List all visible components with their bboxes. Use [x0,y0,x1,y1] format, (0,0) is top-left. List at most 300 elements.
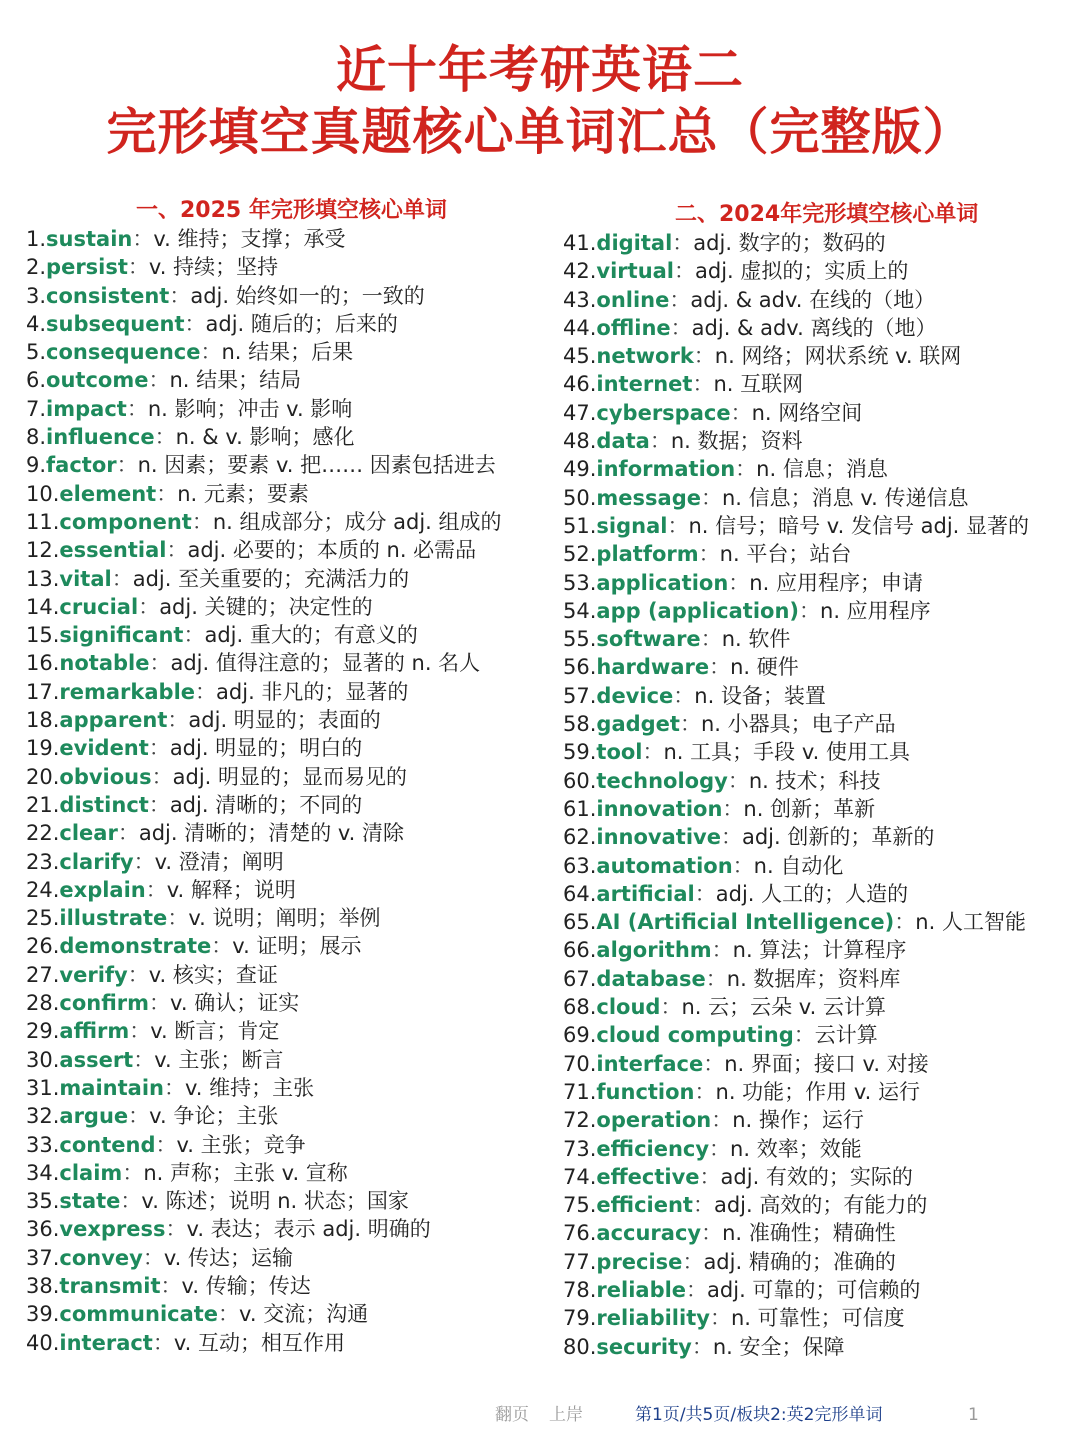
entry-word: virtual [596,259,675,284]
entry-word: function [596,1079,695,1104]
entry-word: cloud [596,995,661,1020]
entry-number: 3. [26,283,47,308]
entry-definition: n. 因素；要素 v. 把…… 因素包括进去 [137,453,496,478]
entry-word: online [596,287,670,312]
entry-separator: ： [793,1023,815,1048]
entry-separator: ： [705,966,727,991]
entry-definition: n. 界面；接口 v. 对接 [724,1051,929,1076]
entry-number: 44. [563,315,597,340]
entry-separator: ： [730,400,752,425]
entry-definition: n. 自动化 [753,853,844,878]
vocab-entry [26,678,546,706]
entry-definition: n. 创新；革新 [743,796,876,821]
entry-word: remarkable [59,679,196,704]
vocab-entry [563,229,1078,257]
entry-number: 22. [26,821,60,846]
entry-word: persist [46,255,128,280]
entry-number: 54. [563,598,597,623]
entry-separator: ： [674,259,696,284]
entry-separator: ： [127,255,149,280]
entry-word: confirm [59,991,150,1016]
vocab-entry [26,480,546,508]
page-title-line-1: 近十年考研英语二 [336,41,744,99]
entry-separator: ： [200,340,222,365]
entry-definition: n. 信息；消息 [756,457,888,482]
entry-number: 20. [26,764,60,789]
entry-number: 27. [26,962,60,987]
vocab-entry [563,427,1078,455]
entry-definition: n. 数据；资料 [670,429,803,454]
entry-number: 40. [26,1330,60,1355]
entry-separator: ： [701,1221,723,1246]
entry-separator: ： [711,938,733,963]
entry-definition: n. 声称；主张 v. 宣称 [143,1160,348,1185]
vocab-entry [26,621,546,649]
entry-number: 55. [563,627,597,652]
vocab-entry [563,653,1078,681]
vocab-entry [26,395,546,423]
entry-word: assert [59,1047,134,1072]
entry-separator: ： [167,906,189,931]
entry-definition: n. 影响；冲击 v. 影响 [147,396,353,421]
entry-separator: ： [149,651,171,676]
entry-separator: ： [711,1108,733,1133]
entry-word: obvious [59,764,152,789]
section-heading-2025: 一、2025 年完形填空核心单词 [136,198,447,223]
entry-number: 34. [26,1160,60,1185]
entry-word: reliability [596,1306,710,1331]
vocab-entry [26,253,546,281]
entry-separator: ： [148,736,170,761]
entry-number: 16. [26,651,60,676]
entry-separator: ： [169,283,191,308]
entry-number: 45. [563,344,597,369]
entry-separator: ： [155,1132,177,1157]
vocab-entry [563,1163,1078,1191]
vocab-entry [26,282,546,310]
entry-number: 24. [26,877,60,902]
left-column [26,196,546,1357]
entry-separator: ： [149,991,171,1016]
entry-number: 4. [26,311,47,336]
entry-word: cloud computing [596,1023,794,1048]
entry-definition: adj. & adv. 在线的（地） [690,287,936,312]
entry-separator: ： [195,679,217,704]
vocab-entry [26,1244,546,1272]
entry-word: explain [59,877,146,902]
entry-separator: ： [142,1245,164,1270]
vocab-entry [26,1329,546,1357]
entry-word: artificial [596,881,695,906]
entry-number: 47. [563,400,597,425]
vocab-entry [563,455,1078,483]
entry-word: demonstrate [59,934,212,959]
entry-separator: ： [700,627,722,652]
entry-word: interface [596,1051,704,1076]
entry-number: 65. [563,910,597,935]
entry-separator: ： [163,1075,185,1100]
entry-definition: adj. 高效的；有能力的 [713,1193,928,1218]
entry-separator: ： [669,287,691,312]
entry-definition: n. 信息；消息 v. 传递信息 [721,485,969,510]
entry-word: signal [596,513,668,538]
entry-number: 35. [26,1189,60,1214]
entry-number: 12. [26,538,60,563]
entry-definition: adj. 明显的；显而易见的 [172,764,408,789]
entry-definition: adj. 清晰的；不同的 [169,792,363,817]
entry-word: consistent [46,283,170,308]
entry-definition: n. 平台；站台 [719,542,852,567]
shore-link[interactable]: 上岸 [549,1405,583,1425]
entry-number: 69. [563,1023,597,1048]
entry-definition: adj. 数字的；数码的 [693,231,886,255]
entry-definition: v. 互动；相互作用 [173,1330,346,1355]
entry-separator: ： [679,712,701,737]
vocab-entry [563,1078,1078,1106]
entry-definition: n. 小器具；电子产品 [700,712,896,737]
entry-number: 60. [563,768,597,793]
entry-number: 41. [563,231,597,255]
entry-word: effective [596,1164,700,1189]
entry-word: innovative [596,825,721,850]
vocab-entry [563,880,1078,908]
entry-word: software [596,627,701,652]
vocab-entry [26,819,546,847]
vocab-entry [26,310,546,338]
entry-number: 52. [563,542,597,567]
entry-separator: ： [735,457,757,482]
entry-definition: n. 结果；后果 [221,340,354,365]
entry-definition: adj. 明显的；表面的 [188,708,381,733]
vocab-entry [26,1017,546,1045]
vocab-entry [563,370,1078,398]
entry-definition: v. 主张；竞争 [176,1132,306,1157]
entry-separator: ： [673,683,695,708]
entry-definition: n. 元素；要素 [177,481,309,506]
vocab-entry [563,286,1078,314]
entry-separator: ： [692,372,714,397]
entry-number: 26. [26,934,60,959]
entry-separator: ： [728,570,750,595]
entry-separator: ： [138,594,160,619]
entry-separator: ： [148,792,170,817]
entry-separator: ： [127,962,149,987]
entry-number: 21. [26,792,60,817]
entry-separator: ： [700,485,722,510]
entry-number: 62. [563,825,597,850]
entry-word: algorithm [596,938,712,963]
vocab-entry [563,1191,1078,1219]
entry-number: 68. [563,995,597,1020]
entry-separator: ： [116,453,138,478]
entry-definition: adj. 清晰的；清楚的 v. 清除 [138,821,405,846]
entry-definition: adj. 可靠的；可信赖的 [707,1277,921,1302]
page-info: 第1页/共5页/板块2:英2完形单词 [635,1405,883,1425]
entry-separator: ： [148,368,170,393]
entry-number: 32. [26,1104,60,1129]
entry-separator: ： [145,877,167,902]
entry-definition: n. 硬件 [730,655,799,680]
entry-number: 53. [563,570,597,595]
entry-number: 80. [563,1334,597,1359]
entry-number: 48. [563,429,597,454]
entry-word: offline [596,315,671,340]
entry-definition: v. 主张；断言 [154,1047,284,1072]
entry-number: 6. [26,368,47,393]
vocab-entry [563,993,1078,1021]
entry-definition: v. 证明；展示 [232,934,362,959]
entry-separator: ： [670,315,692,340]
entry-number: 1. [26,227,47,251]
vocab-entry [563,710,1078,738]
vocab-entry [563,1248,1078,1276]
entry-separator: ： [720,825,742,850]
entry-number: 30. [26,1047,60,1072]
page-number: 1 [968,1405,979,1425]
entry-word: vital [59,566,112,591]
entry-word: clear [59,821,118,846]
entry-word: hardware [596,655,710,680]
entry-number: 11. [26,509,60,534]
vocab-entry [563,1050,1078,1078]
entry-number: 51. [563,513,597,538]
entry-separator: ： [167,708,189,733]
entry-definition: n. & v. 影响；感化 [175,425,355,450]
word-list-2025 [26,225,546,1357]
entry-number: 64. [563,881,597,906]
entry-word: distinct [59,792,149,817]
entry-number: 10. [26,481,60,506]
entry-word: precise [596,1249,683,1274]
entry-definition: v. 确认；证实 [170,991,300,1016]
vocab-entry [26,593,546,621]
page-title-line-2: 完形填空真题核心单词汇总（完整版） [106,103,974,161]
entry-number: 43. [563,287,597,312]
entry-definition: n. 数据库；资料库 [726,966,901,991]
entry-number: 8. [26,425,47,450]
entry-word: security [596,1334,692,1359]
entry-definition: adj. 有效的；实际的 [720,1164,913,1189]
entry-definition: adj. & adv. 离线的（地） [691,315,937,340]
entry-word: AI (Artificial Intelligence) [596,910,895,935]
vocab-entry [563,314,1078,342]
entry-number: 73. [563,1136,597,1161]
entry-number: 13. [26,566,60,591]
entry-separator: ： [694,881,716,906]
entry-number: 72. [563,1108,597,1133]
entry-definition: n. 人工智能 [915,910,1026,935]
entry-separator: ： [722,796,744,821]
entry-number: 36. [26,1217,60,1242]
entry-word: evident [59,736,149,761]
entry-separator: ： [727,768,749,793]
entry-separator: ： [703,1051,725,1076]
entry-definition: v. 核实；查证 [148,962,278,987]
entry-separator: ： [166,538,188,563]
entry-word: consequence [46,340,201,365]
entry-definition: v. 断言；肯定 [150,1019,280,1044]
entry-separator: ： [799,598,821,623]
entry-separator: ： [117,821,139,846]
entry-word: reliable [596,1277,687,1302]
entry-number: 75. [563,1193,597,1218]
vocab-entry [563,597,1078,625]
entry-definition: n. 设备；装置 [694,683,826,708]
entry-word: factor [46,453,117,478]
vocab-entry [563,625,1078,653]
vocab-entry [26,649,546,677]
entry-separator: ： [642,740,664,765]
entry-separator: ： [128,1104,150,1129]
entry-separator: ： [156,481,178,506]
entry-word: outcome [46,368,149,393]
entry-number: 49. [563,457,597,482]
vocab-entry [563,852,1078,880]
vocab-entry [26,1187,546,1215]
entry-separator: ： [672,231,694,255]
entry-separator: ： [184,311,206,336]
vocab-entry [563,484,1078,512]
vocab-entry [26,1159,546,1187]
entry-definition: n. 信号；暗号 v. 发信号 adj. 显著的 [688,513,1030,538]
entry-separator: ： [699,1164,721,1189]
entry-separator: ： [111,566,133,591]
entry-word: impact [46,396,127,421]
vocab-entry [563,569,1078,597]
vocab-entry [26,848,546,876]
entry-number: 33. [26,1132,60,1157]
entry-separator: ： [691,1334,713,1359]
entry-definition: n. 组成部分；成分 adj. 组成的 [212,509,502,534]
entry-word: affirm [59,1019,130,1044]
entry-separator: ： [709,655,731,680]
vocab-entry [26,565,546,593]
entry-number: 59. [563,740,597,765]
entry-number: 79. [563,1306,597,1331]
vocab-entry [563,738,1078,766]
entry-number: 74. [563,1164,597,1189]
vocab-entry [563,1106,1078,1134]
entry-definition: v. 争论；主张 [149,1104,279,1129]
entry-separator: ： [132,227,154,251]
entry-word: transmit [59,1273,161,1298]
entry-number: 2. [26,255,47,280]
entry-word: tool [596,740,643,765]
entry-definition: n. 结果；结局 [169,368,302,393]
entry-word: clarify [59,849,134,874]
entry-word: interact [59,1330,153,1355]
entry-separator: ： [667,513,689,538]
entry-definition: v. 澄清；阐明 [154,849,284,874]
entry-word: illustrate [59,906,168,931]
entry-separator: ： [732,853,754,878]
entry-number: 38. [26,1273,60,1298]
entry-separator: ： [133,1047,155,1072]
entry-definition: adj. 虚拟的；实质上的 [695,259,909,284]
entry-word: state [59,1189,121,1214]
vocab-entry [563,936,1078,964]
entry-number: 37. [26,1245,60,1270]
entry-separator: ： [191,509,213,534]
vocab-entry [563,399,1078,427]
entry-definition: n. 应用程序；申请 [749,570,923,595]
vocab-entry [563,512,1078,540]
entry-definition: adj. 重大的；有意义的 [204,623,418,648]
entry-definition: n. 安全；保障 [712,1334,845,1359]
entry-word: message [596,485,701,510]
entry-separator: ： [211,934,233,959]
vocab-entry [563,908,1078,936]
vocab-entry [26,225,546,253]
entry-definition: n. 操作；运行 [732,1108,864,1133]
entry-definition: v. 说明；阐明；举例 [188,906,381,931]
entry-number: 78. [563,1277,597,1302]
vocab-entry [26,989,546,1017]
entry-definition: v. 陈述；说明 n. 状态；国家 [141,1189,409,1214]
vocab-entry [26,451,546,479]
entry-word: element [59,481,157,506]
entry-word: efficiency [596,1136,710,1161]
vocab-entry [26,423,546,451]
entry-separator: ： [218,1302,240,1327]
entry-word: notable [59,651,150,676]
vocab-entry [26,1074,546,1102]
entry-definition: adj. 必要的；本质的 n. 必需品 [187,538,477,563]
entry-number: 58. [563,712,597,737]
vocab-entry [563,1333,1078,1361]
vocab-entry [26,763,546,791]
entry-definition: v. 维持；主张 [184,1075,315,1100]
entry-definition: adj. 关键的；决定性的 [159,594,373,619]
entry-separator: ： [698,542,720,567]
entry-number: 7. [26,396,47,421]
entry-word: automation [596,853,733,878]
flip-page-link[interactable]: 翻页 [495,1405,529,1425]
section-heading-2024: 二、2024年完形填空核心单词 [675,202,979,227]
entry-separator: ： [160,1273,182,1298]
entry-definition: n. 应用程序 [820,598,931,623]
entry-definition: v. 解释；说明 [166,877,296,902]
entry-separator: ： [686,1277,708,1302]
entry-word: digital [596,231,673,255]
vocab-entry [563,823,1078,851]
entry-definition: v. 交流；沟通 [239,1302,369,1327]
entry-number: 67. [563,966,597,991]
entry-word: verify [59,962,128,987]
entry-definition: n. 云；云朵 v. 云计算 [681,995,886,1020]
entry-word: efficient [596,1193,693,1218]
entry-number: 61. [563,796,597,821]
entry-word: contend [59,1132,156,1157]
entry-word: application [596,570,729,595]
entry-separator: ： [709,1136,731,1161]
entry-separator: ： [894,910,916,935]
entry-number: 23. [26,849,60,874]
entry-definition: n. 可靠性；可信度 [730,1306,905,1331]
entry-definition: n. 准确性；精确性 [722,1221,896,1246]
vocab-entry [26,1131,546,1159]
vocab-entry [26,932,546,960]
vocab-entry [26,536,546,564]
entry-definition: n. 互联网 [713,372,804,397]
entry-word: network [596,344,694,369]
entry-number: 9. [26,453,47,478]
vocab-entry [563,1135,1078,1163]
vocab-entry [26,1046,546,1074]
entry-word: data [596,429,650,454]
entry-definition: adj. 至关重要的；充满活力的 [132,566,410,591]
entry-number: 29. [26,1019,60,1044]
